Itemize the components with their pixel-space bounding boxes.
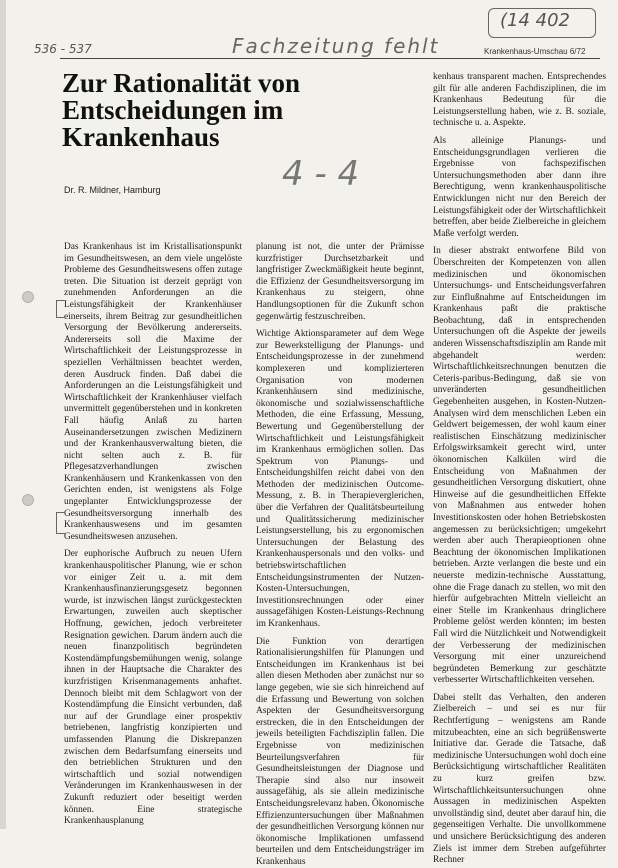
paragraph: Das Krankenhaus ist im Kristallisationspunkt im Gesundheitswesen, an dem viele ungelöste Probleme des Gesundheitswesens offen zutage treten. Die Situation ist derzeit geprägt von zunehmenden Anforderungen an die Leistungsfähigkeit der Krankenhäuser einerseits, ihrem Beitrag zur gesundheitlichen Versorgung der Bevölkerung andererseits. Andererseits soll die Maxime der Wirtschaftlichkeit der Leistungsprozesse in speziellen Verhältnissen beachtet werden, deren Ausdruck finden. Daß dabei die Anforderungen an die Leistungsfähigkeit und Wirtschaftlichkeit der Krankenhäuser vielfach unvermittelt gegenüberstehen und in konkreten Fall häufig Anlaß zu harten Auseinandersetzungen zwischen Medizinern und der Krankenhausverwaltung bieten, die nicht selten auch z. B. für Pflegesatzverhandlungen zwischen Krankenhäusern und Krankenkassen von den Gerichten enden, ist wenigstens als Folge ungeplanter Entwicklungsprozesse der Gesundheitsversorgung innerhalb des Krankenhauswesens und im gesamten Gesundheitswesen anzusehen. — [64, 242, 242, 542]
scan-edge — [0, 0, 6, 829]
punch-hole — [22, 291, 34, 303]
punch-hole — [22, 494, 34, 506]
handwritten-note: Fachzeitung fehlt — [232, 34, 440, 58]
text-column-2 — [256, 242, 424, 867]
article-author: Dr. R. Mildner, Hamburg — [64, 185, 161, 195]
paragraph: Dabei stellt das Verhalten, den anderen Zielbereich – und sei es nur für Rechtfertigung – wenigstens am Rande mitzubeachten, eine an sich begrüßenswerte Initiative dar. Gerade die Tatsache, daß medizinische Untersuchungen wohl doch eine Berücksichtigung wirtschaftlicher Realitäten zu kurz greifen bzw. Wirtschaftlichkeitsuntersuchungen ohne Aussagen in medizinischen Aspekten unvollständig sind, deutet aber darauf hin, die gegenseitigen Verhalte. Die unvollkommene und unsichere Berücksichtigung des anderen Ziels ist immer dem Streben aufgeführter Rechner — [433, 692, 606, 866]
margin-bracket — [56, 512, 65, 534]
paragraph: In dieser abstrakt entworfene Bild von Überschreiten der Kompetenzen von allen medizinischen und ökonomischen Untersuchungs- und Entscheidungsverfahren zur Einflußnahme auf Entscheidungen im Krankenhaus paßt die praktische Beobachtung, daß in entsprechenden Untersuchungen oft die Aspekte der jeweils anderen Wissenschaftsdisziplin am Rande mit abgehandelt werden: Wirtschaftlichkeitsrechnungen benutzen die Ceteris-paribus-Bedingung, daß sie von unveränderten gesundheitlichen Gegebenheiten ausgehen, in Kosten-Nutzen-Analysen wird dem menschlichen Leben ein Geldwert beigemessen, der wohl kaum einer realistischen Einschätzung medizinischer Erfolgswirksamkeit gerecht wird, unter ökonomischen Kalkülen wird die Entscheidung von Maßnahmen der gesundheitlichen Versorgung diskutiert, ohne Hinweise auf die gesundheitlichen Effekte von Maßnahmen aus entweder hohen Investitionskosten oder hohen Betriebskosten angemessen zu berücksichtigen; umgekehrt werden aber auch Therapieoptionen ohne Beachtung der ökonomischen Implikationen betrieben. Arzte verlangen die beste und ein neuerste medizin-technische Ausstattung, ohne die Frage danach zu stellen, wo mit den hierfür aufgebrachten Mitteln vielleicht an einer Stelle im Krankenhaus dringlichere Probleme gelöst werden könnten; im besten Fall wird die Nützlichkeit und Notwendigkeit der Verbesserung der medizinischen Versorgung mit einer unzureichend begründeten Bemerkung zur geschätzte verbesserter Wirtschaftlichkeiten versehen. — [433, 246, 606, 686]
paragraph: Wichtige Aktionsparameter auf dem Wege zur Bewerkstelligung der Planungs- und Entscheidungsprozesse in der zunehmend komplexeren und komplizierteren Organisation von modernen Krankenhäusern sind medizinische, ökonomische und sozialwissenschaftliche Methoden, die eine Erfassung, Messung, Bewertung und Gegenüberstellung der Wirtschaftlichkeit und Leistungsfähigkeit im Krankenhaus ermöglichen sollen. Das Spektrum von Planungs- und Entscheidungshilfen reicht dabei von den Methoden der medizinischen Outcome-Messung, z. B. in Therapieverglerichen, über die Verfahren der Qualitätsbeurteilung und Qualitätssicherung medizinischer Leistungserstellung, bis zu ergonomischen Untersuchungen der Belastung des Krankenhauspersonals und den volks- und betriebswirtschaftlichen Entscheidungsinstrumenten der Nutzen-Kosten-Untersuchungen, Investitionsrechnungen oder einer aussagefähigen Kosten-Leistungs-Rechnung im Krankenhaus. — [256, 329, 424, 629]
paragraph: Die Funktion von derartigen Rationalisierungshilfen für Planungen und Entscheidungen im Krankenhaus ist bei allen diesen Methoden aber zunächst nur so lange gegeben, wie sie sich hinreichend auf die Erfassung und Bewertung von solchen Aspekten der Gesundheitsversorgung erstrecken, die in den Entscheidungen der jeweils beteiligten Fachdisziplin fallen. Die Ergebnisse von medizinischen Beurteilungsverfahren für Gesundheitsleistungen der Diagnose und Therapie sind also nur insoweit aussagefähig, als sie allein medizinische Entscheidungsrelevanz haben. Ökonomische Effizienzuntersuchungen über Maßnahmen der gesundheitlichen Versorgung können nur ökonomische Implikationen umfassend beurteilen und dem Entscheidungsträger im Krankenhaus — [256, 636, 424, 867]
paragraph: Der euphorische Aufbruch zu neuen Ufern krankenhauspolitischer Planung, wie er schon vor einiger Zeit u. a. mit dem Krankenhausfinanzierungsgesetz begonnen wurde, ist inzwischen längst zurückgesteckten Erwartungen, zuweilen auch skeptischer Hoffnung, gewichen, jedoch verbreiteter Resignation gewichen. Darum ändern auch die neuen finanzpolitisch begründeten Kostendämpfungsbemühungen wenig, solange ihnen in der Hauptsache die Charakter des kurzfristigen Krisenmanagements anhaftet. Dennoch bleibt mit dem Schlagwort von der Kostendämpfung die Einsicht verbunden, daß nur auf der Grundlage einer prospektiv betriebenen, langfristig konzipierten und umfassenden Planung die Diskrepanzen zwischen dem Bedarfsumfang einerseits und den betrieblichen Strukturen und den wirtschaftlich und sozial notwendigen Veränderungen im Krankenhauswesen in der Zukunft reduziert oder beseitigt werden können. Eine strategische Krankenhausplanung — [64, 549, 242, 827]
paragraph: planung ist not, die unter der Prämisse kurzfristiger Durchsetzbarkeit und langfristiger Zweckmäßigkeit heute beginnt, die Effizienz der Gesundheitsversorgung im Krankenhaus zu steigern, ohne Handlungsoptionen für die Zukunft schon gegenwärtig festzuschreiben. — [256, 242, 424, 322]
handwritten-mark: 4 - 4 — [282, 154, 360, 194]
handwritten-page-range: 536 - 537 — [34, 42, 92, 56]
journal-header: Krankenhaus-Umschau 6/72 — [484, 47, 586, 56]
text-column-1 — [64, 242, 242, 827]
handwritten-archive-id: (14 402 — [500, 10, 571, 31]
paragraph: Als alleinige Planungs- und Entscheidungsgrundlagen verlieren die Ergebnisse von fachspezifischen Untersuchungsmethoden aber dann ihre Berechtigung, wenn krankenhauspolitische Entwicklungen nicht nur den Bereich der Leistungsfähigkeit oder der Wirtschaftlichkeit betreffen, aber beide Zielbereiche in gleichem Maße verfolgt werden. — [433, 135, 606, 239]
text-column-3 — [433, 72, 606, 866]
header-rule — [60, 58, 600, 59]
margin-bracket — [56, 300, 65, 318]
paragraph: kenhaus transparent machen. Entsprechendes gilt für alle anderen Fachdisziplinen, die im Krankenhaus Bedeutung für die Leistungserstellung haben, wie z. B. soziale, technische u. a. Aspekte. — [433, 72, 606, 129]
article-title: Zur Rationalität von Entscheidungen im Krankenhaus — [62, 68, 301, 152]
